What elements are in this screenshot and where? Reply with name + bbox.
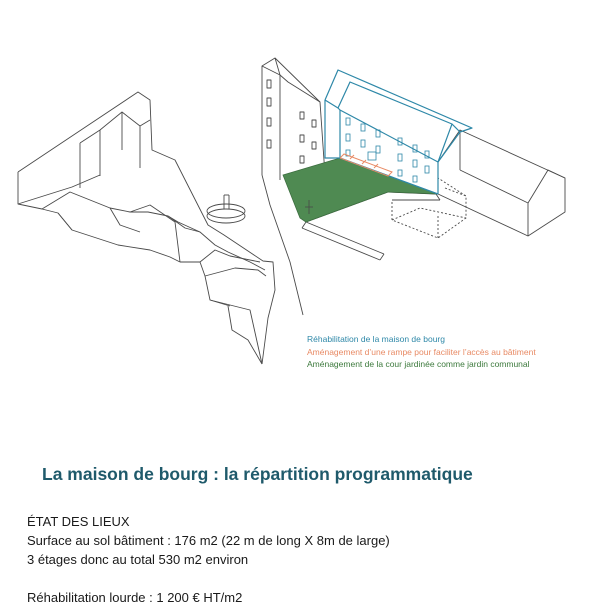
legend-item-ramp: Aménagement d’une rampe pour faciliter l’accès au bâtiment [307, 346, 536, 357]
info-floors: 3 étages donc au total 530 m2 environ [27, 552, 249, 567]
left-building-block [18, 92, 275, 364]
garden-courtyard [283, 158, 438, 222]
fountain [207, 195, 245, 223]
info-cost: Réhabilitation lourde : 1 200 € HT/m2 [27, 590, 243, 605]
legend-item-garden: Aménagement de la cour jardinée comme jardin communal [307, 359, 530, 370]
legend-item-rehabilitation: Réhabilitation de la maison de bourg [307, 334, 445, 344]
legend [307, 333, 536, 371]
adjacent-building-right [438, 130, 565, 236]
info-surface: Surface au sol bâtiment : 176 m2 (22 m de long X 8m de large) [27, 533, 390, 548]
info-block [27, 512, 390, 607]
page-title: La maison de bourg : la répartition programmatique [42, 464, 473, 484]
info-heading: ÉTAT DES LIEUX [27, 514, 130, 529]
adjacent-building-left [262, 58, 325, 180]
